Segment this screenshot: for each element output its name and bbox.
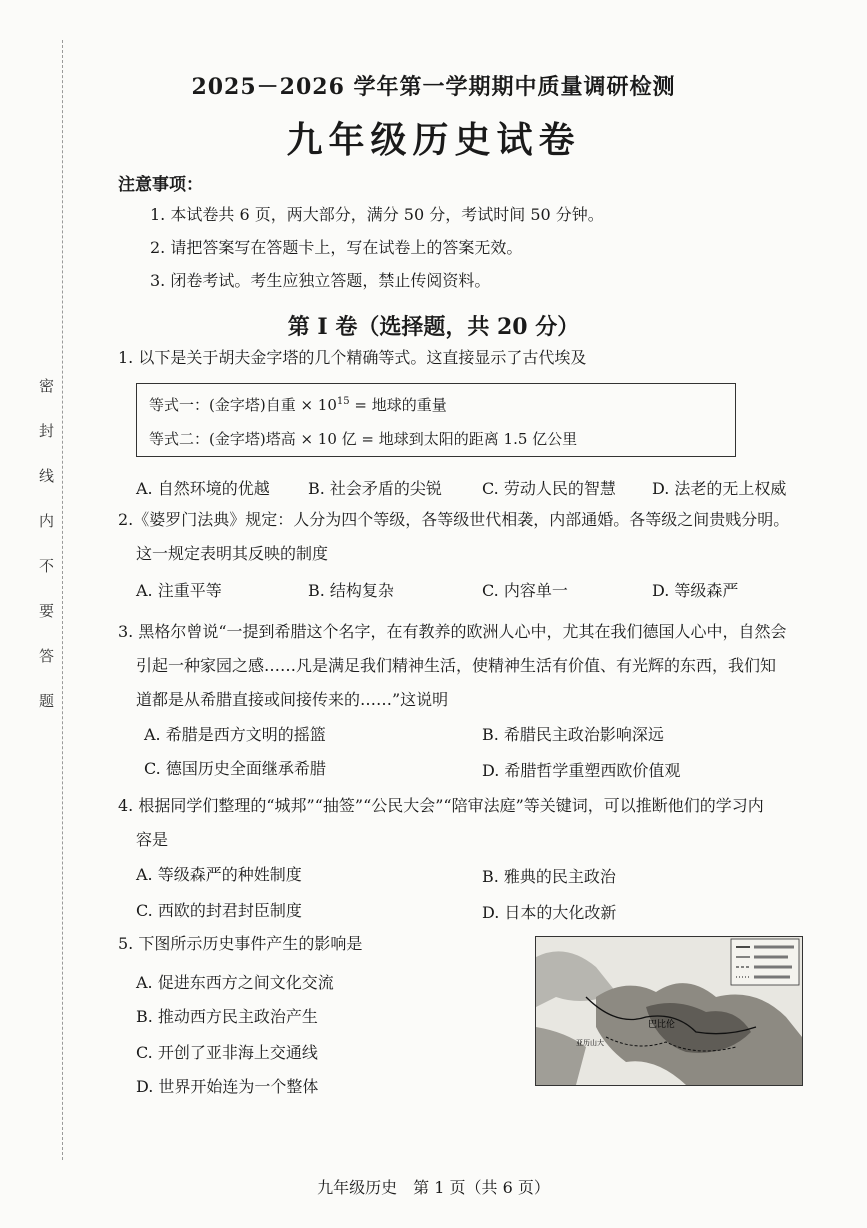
q2-option-c: C. 内容单一 — [482, 581, 568, 600]
question-2-stem-cont: 这一规定表明其反映的制度 — [136, 544, 329, 563]
q1-option-d: D. 法老的无上权威 — [652, 479, 787, 498]
q4-option-b: B. 雅典的民主政治 — [482, 867, 616, 886]
question-2-stem: 2.《婆罗门法典》规定：人分为四个等级，各等级世代相袭，内部通婚。各等级之间贵贱分明。 — [118, 510, 790, 529]
question-3-stem-cont: 引起一种家园之感……凡是满足我们精神生活，使精神生活有价值、有光辉的东西，我们知 — [136, 656, 777, 675]
map-label-alexandria: 亚历山大 — [576, 1039, 604, 1047]
q4-option-d: D. 日本的大化改新 — [482, 903, 617, 922]
formula-box — [136, 383, 736, 457]
q1-option-b: B. 社会矛盾的尖锐 — [308, 479, 442, 498]
q3-option-a: A. 希腊是西方文明的摇篮 — [144, 725, 326, 744]
q2-option-a: A. 注重平等 — [136, 581, 222, 600]
q3-option-c: C. 德国历史全面继承希腊 — [144, 759, 326, 778]
q4-option-a: A. 等级森严的种姓制度 — [136, 865, 302, 884]
formula-1-exponent: 15 — [336, 396, 350, 407]
page-footer: 九年级历史 第 1 页（共 6 页） — [317, 1178, 550, 1197]
q5-option-d: D. 世界开始连为一个整体 — [136, 1077, 319, 1096]
q3-option-d: D. 希腊哲学重塑西欧价值观 — [482, 761, 681, 780]
notice-item: 1. 本试卷共 6 页，两大部分，满分 50 分，考试时间 50 分钟。 — [150, 205, 604, 224]
q2-option-d: D. 等级森严 — [652, 581, 739, 600]
q3-option-b: B. 希腊民主政治影响深远 — [482, 725, 664, 744]
map-illustration — [536, 937, 802, 1085]
map-label-babylon: 巴比伦 — [648, 1020, 676, 1030]
binding-margin-text: 密封线内不要答题 — [37, 378, 55, 738]
notice-item: 3. 闭卷考试。考生应独立答题，禁止传阅资料。 — [150, 271, 491, 290]
formula-2: 等式二：(金字塔)塔高 × 10 亿 = 地球到太阳的距离 1.5 亿公里 — [149, 430, 578, 448]
q5-option-c: C. 开创了亚非海上交通线 — [136, 1043, 318, 1062]
binding-line — [62, 40, 63, 1160]
question-1-stem: 1. 以下是关于胡夫金字塔的几个精确等式。这直接显示了古代埃及 — [118, 348, 587, 367]
q1-option-c: C. 劳动人民的智慧 — [482, 479, 616, 498]
question-3-stem-cont: 道都是从希腊直接或间接传来的……”这说明 — [136, 690, 449, 709]
q4-option-c: C. 西欧的封君封臣制度 — [136, 901, 302, 920]
q5-option-a: A. 促进东西方之间文化交流 — [136, 973, 334, 992]
q5-option-b: B. 推动西方民主政治产生 — [136, 1007, 318, 1026]
notice-heading: 注意事项： — [118, 175, 203, 195]
q1-option-a: A. 自然环境的优越 — [136, 479, 270, 498]
question-5-stem: 5. 下图所示历史事件产生的影响是 — [118, 934, 363, 953]
formula-1: 等式一：(金字塔)自重 × $10^{15}$ = 地球的重量 — [149, 396, 447, 414]
question-3-stem: 3. 黑格尔曾说“一提到希腊这个名字，在有教养的欧洲人心中，尤其在我们德国人心中，自然会 — [118, 622, 787, 641]
q2-option-b: B. 结构复杂 — [308, 581, 394, 600]
historical-map — [535, 936, 803, 1086]
notice-item: 2. 请把答案写在答题卡上，写在试卷上的答案无效。 — [150, 238, 523, 257]
question-4-stem: 4. 根据同学们整理的“城邦”“抽签”“公民大会”“陪审法庭”等关键词，可以推断他们的学习内 — [118, 796, 764, 815]
page-title: 九年级历史试卷 — [286, 119, 581, 161]
exam-session-title: 2025－2026 学年第一学期期中质量调研检测 — [191, 74, 676, 100]
section-heading: 第 I 卷（选择题，共 20 分） — [287, 314, 580, 340]
question-4-stem-cont: 容是 — [136, 830, 169, 849]
